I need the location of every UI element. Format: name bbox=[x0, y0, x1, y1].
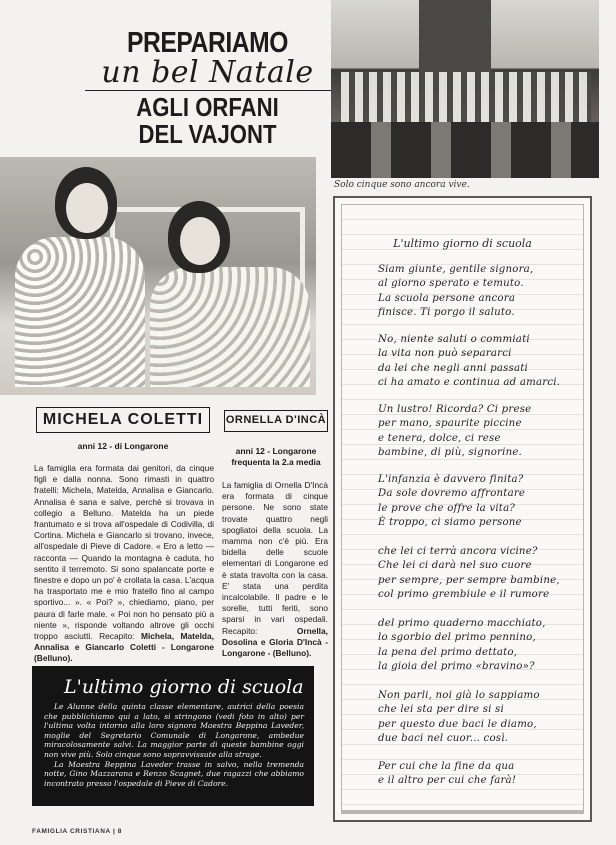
poem-line: Da sole dovremo affrontare bbox=[378, 488, 526, 500]
poem-line: La scuola persone ancora bbox=[378, 292, 516, 304]
poem-stanza bbox=[378, 760, 592, 789]
poem-stanza bbox=[378, 403, 592, 460]
poem-line: Non parli, noi già lo sappiamo bbox=[378, 690, 540, 701]
subtitle-ornella: anni 12 - Longarone frequenta la 2.a media bbox=[231, 446, 321, 467]
poem-line: finisce. Ti porgo il saluto. bbox=[378, 306, 515, 318]
poem-line: No, niente saluti o commiati bbox=[378, 334, 530, 345]
poem-stanza bbox=[378, 689, 592, 746]
poem-line: le prove che offre la vita? bbox=[378, 502, 516, 514]
headline-line4: DEL VAJONT bbox=[138, 119, 277, 149]
article-ornella-recapito: Ornella, Dosolina e Gloria D'Incà - Longarone - (Belluno). bbox=[222, 625, 328, 659]
poem-line: per sempre, per sempre bambine, bbox=[378, 574, 560, 586]
girl-left-face bbox=[66, 183, 108, 233]
schoolchildren bbox=[341, 72, 591, 122]
article-michela-body: La famiglia era formata dai genitori, da cinque figli e dalla nonna. Sono rimasti in quattro fratelli: Michela, Matelda, Annalisa e Giancarlo. Annalisa è sana e salve, perchè si trovava in collegio a Belluno. Matelda ha un piede frantumato e si trova all'ospedale di Codivilla, di Cortina. Michela e Giancarlo si trovano, invece, all'ospedale di Pieve di Cadore. « Ero a letto — racconta — Quando la montagna è caduta, ho sentito il terremoto. Si sono spalancate porte e finestre e dopo un po' è crollata la casa. L'acqua ha trasportato me e mio fratello fino al campo sportivo... ». « Poi? », chiediamo, piano, per paura di farle male. « Poi non ho pensato più a niente », risponde voltando altrove gli occhi troppo asciutti. Recapito: bbox=[34, 463, 214, 642]
article-ornella-body: La famiglia di Ornella D'Incà era formata di cinque persone. Ne sono state trovate quattro negli spogliatoi della scuola. La mamma non c'è più. Era bidella delle scuole elementari di Longarone ed è stata travolta con la casa. E' stata una perdita incalcolabile. Il padre e le sorelle, tutti feriti, sono sparsi in vari ospedali. Recapito: bbox=[222, 480, 328, 636]
class-photo bbox=[331, 0, 599, 178]
poem-line: Che lei ci darà nel suo cuore bbox=[378, 560, 532, 572]
name-box-ornella: ORNELLA D'INCÀ bbox=[224, 410, 328, 432]
poem-line: per mano, spaurite piccine bbox=[378, 418, 522, 430]
poem-stanza bbox=[378, 617, 592, 674]
lined-paper bbox=[341, 204, 584, 814]
article-michela bbox=[34, 463, 214, 665]
poem-stanza bbox=[378, 473, 592, 530]
school-desks bbox=[331, 122, 599, 178]
headline-line2: un bel Natale bbox=[101, 55, 314, 90]
poem-stanza bbox=[378, 333, 592, 390]
poem-line: È troppo, ci siamo persone bbox=[378, 516, 522, 528]
poem-title: L'ultimo giorno di scuola bbox=[393, 237, 532, 250]
poem-line: la pena del primo dettato, bbox=[378, 646, 518, 658]
poem-line: L'infanzia è davvero finita? bbox=[378, 474, 524, 485]
poem-stanza bbox=[378, 263, 592, 320]
info-box-paragraph: La Maestra Beppina Laveder trasse in salvo, nella tremenda notte, Gino Mazzarana e Renzo Scagnet, due ragazzi che abbiamo incontrato presso l'ospedale di Pieve di Cadore. bbox=[44, 759, 304, 788]
poem-line: e il altro per cui che farà! bbox=[378, 775, 517, 787]
subtitle-michela: anni 12 - di Longarone bbox=[77, 441, 169, 451]
girl-right-body bbox=[150, 267, 310, 387]
poem-line: due baci nel cuor... così. bbox=[378, 732, 509, 744]
poem-line: Un lustro! Ricorda? Ci prese bbox=[378, 404, 532, 415]
poem-line: per questo due baci le diamo, bbox=[378, 718, 537, 730]
poem-line: del primo quaderno macchiato, bbox=[378, 618, 546, 629]
article-michela-recapito: Michela, Matelda, Annalisa e Giancarlo Coletti - Longarone (Belluno). bbox=[34, 631, 214, 664]
poem-line: bambine, di più, signorine. bbox=[378, 446, 522, 458]
poem-line: Siam giunte, gentile signora, bbox=[378, 264, 534, 275]
poem-panel bbox=[333, 196, 592, 822]
info-box-title: L'ultimo giorno di scuola bbox=[64, 676, 304, 698]
photo-caption: Solo cinque sono ancora vive. bbox=[334, 180, 470, 190]
article-ornella bbox=[222, 480, 328, 659]
headline-rule bbox=[85, 90, 335, 91]
poem-line: da lei che negli anni passati bbox=[378, 362, 528, 374]
info-box bbox=[32, 666, 314, 806]
headline bbox=[100, 28, 315, 148]
poem-line: la vita non può separarci bbox=[378, 348, 512, 360]
poem-line: la gioia del primo «bravino»? bbox=[378, 660, 535, 672]
blackboard bbox=[419, 0, 491, 80]
poem-line: che lei sta per dire si si bbox=[378, 704, 504, 716]
poem-line: che lei ci terrà ancora vicine? bbox=[378, 546, 538, 557]
girl-left-body bbox=[15, 237, 145, 387]
poem-line: col primo grembiule e il rumore bbox=[378, 588, 550, 600]
poem-line: e tenera, dolce, ci rese bbox=[378, 432, 501, 444]
girl-right-face bbox=[180, 217, 220, 265]
headline-line3: AGLI ORFANI bbox=[136, 92, 279, 122]
poem-line: al giorno sperato e temuto. bbox=[378, 278, 524, 290]
name-box-michela: MICHELA COLETTI bbox=[36, 407, 210, 433]
headline-line1: PREPARIAMO bbox=[126, 27, 288, 59]
page-footer: FAMIGLIA CRISTIANA | 8 bbox=[32, 828, 123, 835]
poem-line: lo sgorbio del primo pennino, bbox=[378, 632, 536, 644]
info-box-paragraph: Le Alunne della quinta classe elementare, autrici della poesia che pubblichiamo qui a lato, si stringono (vedi foto in alto) per l'ultima volta intorno alla loro signora Maestra Beppina Laveder, moglie del Segretario Comunale di Longarone, ambedue miracolosamente salvi. La maggior parte di queste bambine oggi non vive più. Solo cinque sono sopravvissute alla strage. bbox=[44, 702, 304, 759]
poem-line: ci ha amato e continua ad amarci. bbox=[378, 376, 561, 388]
poem-line: Per cui che la fine da qua bbox=[378, 761, 515, 772]
girls-hospital-photo bbox=[0, 157, 316, 395]
poem-stanza bbox=[378, 545, 592, 602]
